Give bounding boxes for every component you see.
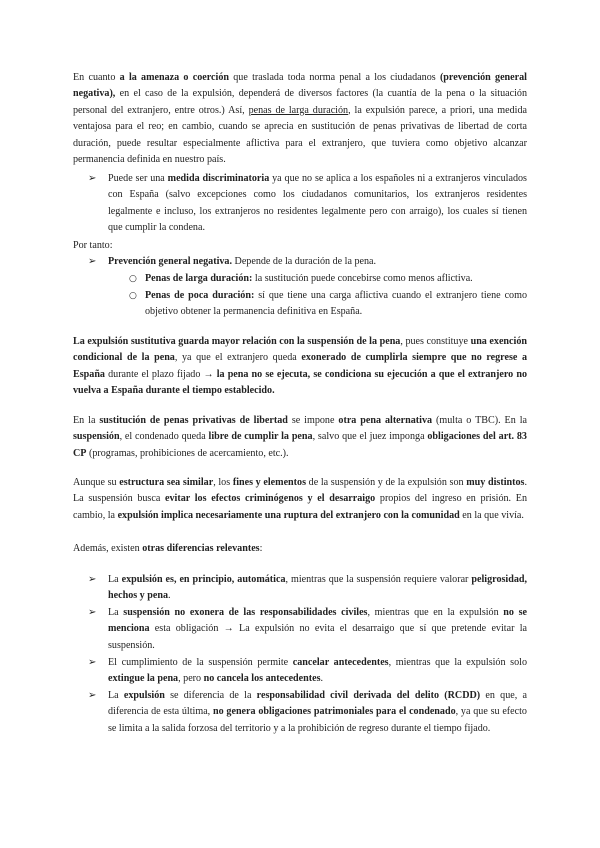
paragraph-expulsion-sustitutiva: La expulsión sustitutiva guarda mayor relación con la suspensión de la pena, pues constituye una exención condicional de la pena, ya que el extranjero queda exonerado de cumplirla siempre que no regrese a España durante el plazo fijado → la pena no se ejecuta, se condiciona su ejecución a que el extranjero no vuelva a España durante el tiempo establecido. (73, 336, 528, 397)
list-item-automatica: ➢ La expulsión es, en principio, automática, mientras que la suspensión requiere valorar peligrosidad, hechos y pena. (88, 574, 528, 602)
arrow-bullet-icon: ➢ (88, 607, 97, 618)
arrow-bullet-icon: ➢ (88, 173, 97, 184)
subbullet-larga-duracion: ○ Penas de larga duración: la sustitución puede concebirse como menos aflictiva. (145, 271, 527, 287)
arrow-bullet-icon: ➢ (88, 574, 97, 585)
circle-bullet-icon: ○ (129, 291, 137, 301)
bullet-prevencion-general: ➢ Prevención general negativa. Depende de la duración de la pena. (108, 254, 527, 270)
arrow-bullet-icon: ➢ (88, 690, 97, 701)
por-tanto-label: Por tanto: (73, 240, 113, 251)
list-item-rcdd: ➢ La expulsión se diferencia de la responsabilidad civil derivada del delito (RCDD) en que, a diferencia de esta última, no genera obligaciones patrimoniales para el condenado, ya que su efecto se limita a la salida forzosa del territorio y a la prohibición de regreso durante el tiempo fijado. (88, 690, 527, 734)
list-item-responsabilidades: ➢ La suspensión no exonera de las responsabilidades civiles, mientras que en la expulsión no se menciona esta obligación → La expulsión no evita el desarraigo que sí que pretende evitar la suspensión. (88, 607, 528, 651)
circle-bullet-icon: ○ (129, 274, 137, 284)
subbullet-poca-duracion: ○ Penas de poca duración: sí que tiene una carga aflictiva cuando el extranjero tiene como objetivo obtener la permanencia definitiva en España. (129, 290, 527, 318)
paragraph-prevencion: En cuanto a la amenaza o coerción que traslada toda norma penal a los ciudadanos (prevención general negativa), en el caso de la expulsión, dependerá de diversos factores (la cuantía de la pena o la situación personal del extranjero, entre otros.) Así, penas de larga duración, la expulsión parece, a priori, una medida ventajosa para el reo; en cambio, cuando se aprecia en sustitución de penas privativas de libertad de corta duración, puede resultar especialmente aflictiva para el extranjero, que tuviera como objetivo alcanzar permanencia definida en nuestro país. (73, 72, 527, 166)
ademas-line: Además, existen otras diferencias relevantes: (73, 543, 263, 554)
bullet-discriminatoria: ➢ Puede ser una medida discriminatoria ya que no se aplica a los españoles ni a extranjeros vinculados con España (salvo excepciones como los ciudadanos comunitarios, los extranjeros residentes legalmente e incluso, los extranjeros no residentes legalmente pero con arraigo), los cuales sí tienen que cumplir la condena. (88, 173, 527, 234)
arrow-bullet-icon: ➢ (88, 657, 97, 668)
paragraph-sustitucion: En la sustitución de penas privativas de libertad se impone otra pena alternativa (multa o TBC). En la suspensión, el condenado queda libre de cumplir la pena, salvo que el juez imponga obligaciones del art. 83 CP (programas, prohibiciones de acercamiento, etc.). (73, 415, 527, 459)
paragraph-estructura: Aunque su estructura sea similar, los fines y elementos de la suspensión y de la expulsión son muy distintos. La suspensión busca evitar los efectos criminógenos y el desarraigo propios del ingreso en prisión. En cambio, la expulsión implica necesariamente una ruptura del extranjero con la comunidad en la que vivía. (73, 477, 527, 521)
list-item-antecedentes: ➢ El cumplimiento de la suspensión permite cancelar antecedentes, mientras que la expulsión solo extingue la pena, pero no cancela los antecedentes. (88, 657, 527, 685)
arrow-bullet-icon: ➢ (88, 256, 97, 267)
